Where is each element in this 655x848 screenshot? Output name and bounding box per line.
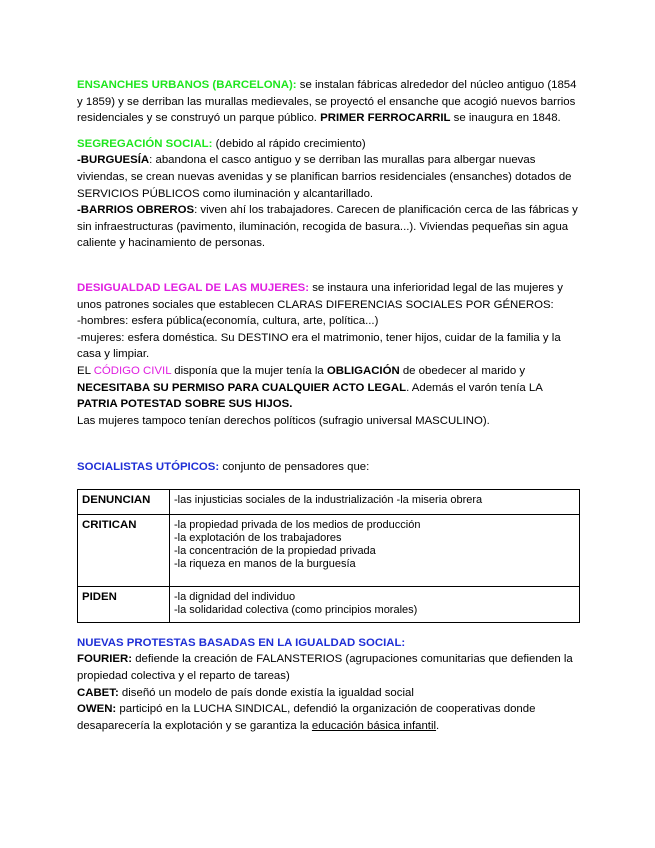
patria-bold: PATRIA POTESTAD SOBRE SUS HIJOS. [77,398,293,411]
cabet-paragraph [77,685,585,702]
burguesia-text: : abandona el casco antiguo y se derriban las murallas para albergar nuevas viviendas, se crean nuevas avenidas y se planifican barrios residenciales (ensanches) dotados de SERVICIOS PÚBLICOS como iluminación y alcantarillado. [77,154,572,200]
document-page [77,77,585,734]
table-row-piden [78,586,580,622]
protestas-heading: NUEVAS PROTESTAS BASADAS EN LA IGUALDAD SOCIAL: [77,636,406,649]
piden-label: PIDEN [78,586,170,622]
codigo-text: disponía que la mujer tenía la [171,364,327,377]
socialistas-line [77,459,585,476]
codigo-text-3: . Además el varón tenía LA [406,381,543,394]
socialistas-heading: SOCIALISTAS UTÓPICOS: [77,461,220,474]
mujeres-line: -mujeres: esfera doméstica. Su DESTINO era el matrimonio, tener hijos, cuidar de la familia y la casa y limpiar. [77,331,561,361]
ensanches-paragraph [77,77,585,127]
piden-cell [170,586,580,622]
ensanches-text: se instalan fábricas alrededor del núcleo antiguo (1854 y 1859) y se derriban las murallas medievales, se proyectó el ensanche que acogió nuevos barrios residenciales y se construyó un parque público. [77,79,577,125]
obligacion-bold: OBLIGACIÓN [326,364,400,377]
owen-text: participó en la LUCHA SINDICAL, defendió la organización de cooperativas donde desaparecería la explotación y se garantiza la [77,703,536,732]
codigo-civil: CÓDIGO CIVIL [93,364,172,377]
table-row-critican [78,514,580,586]
el-text: EL [77,364,94,377]
list-item: -la propiedad privada de los medios de producción [174,518,421,531]
table-row-denuncian [78,489,580,514]
codigo-civil-paragraph [77,363,585,413]
owen-label: OWEN: [77,703,117,716]
ensanches-text-end: se inaugura en 1848. [450,112,561,125]
denuncian-label: DENUNCIAN [78,489,170,514]
list-item: -la solidaridad colectiva (como principios morales) [174,603,418,616]
socialistas-text: conjunto de pensadores que: [219,461,370,474]
cabet-text: diseñó un modelo de país donde existía la igualdad social [118,686,414,699]
fourier-paragraph [77,651,585,684]
critican-label: CRITICAN [78,514,170,586]
fourier-label: FOURIER: [77,653,133,666]
necesitaba-bold: NECESITABA SU PERMISO PARA CUALQUIER ACTO LEGAL [77,381,407,394]
list-item: -la riqueza en manos de la burguesía [174,557,356,570]
segregacion-heading-line [77,136,585,153]
segregacion-note: (debido al rápido crecimiento) [212,137,366,150]
list-item: -la explotación de los trabajadores [174,531,342,544]
segregacion-heading: SEGREGACIÓN SOCIAL: [77,137,213,150]
list-item: -la concentración de la propiedad privada [174,544,376,557]
denuncian-text: -las injusticias sociales de la industrialización -la miseria obrera [170,489,580,514]
list-item: -la dignidad del individuo [174,590,296,603]
cabet-label: CABET: [77,686,119,699]
obreros-label: -BARRIOS OBREROS [77,204,195,217]
obreros-text: : viven ahí los trabajadores. Carecen de planificación cerca de las fábricas y sin infraestructuras (pavimento, iluminación, recogida de basura...). Viviendas pequeñas sin agua caliente y hacinamiento de personas. [77,204,578,250]
desigualdad-paragraph [77,280,585,313]
owen-paragraph [77,701,585,734]
critican-cell [170,514,580,586]
owen-underline: educación básica infantil [311,719,437,732]
owen-end: . [436,719,440,732]
desigualdad-text: se instaura una inferioridad legal de las mujeres y unos patrones sociales que establecen CLARAS DIFERENCIAS SOCIALES POR GÉNEROS: [77,281,563,311]
hombres-line: -hombres: esfera pública(economía, cultura, arte, política...) [77,315,379,328]
burguesia-paragraph [77,152,585,202]
codigo-text-2: de obedecer al marido y [399,364,526,377]
socialistas-table [77,489,580,623]
desigualdad-heading: DESIGUALDAD LEGAL DE LAS MUJERES: [77,281,310,294]
derechos-line: Las mujeres tampoco tenían derechos políticos (sufragio universal MASCULINO). [77,414,490,427]
ferrocarril-bold: PRIMER FERROCARRIL [320,112,451,125]
fourier-text: defiende la creación de FALANSTERIOS (agrupaciones comunitarias que defienden la propiedad colectiva y el reparto de tareas) [77,653,573,683]
burguesia-label: -BURGUESÍA [77,154,150,167]
obreros-paragraph [77,202,585,252]
ensanches-heading: ENSANCHES URBANOS (BARCELONA): [77,79,297,91]
